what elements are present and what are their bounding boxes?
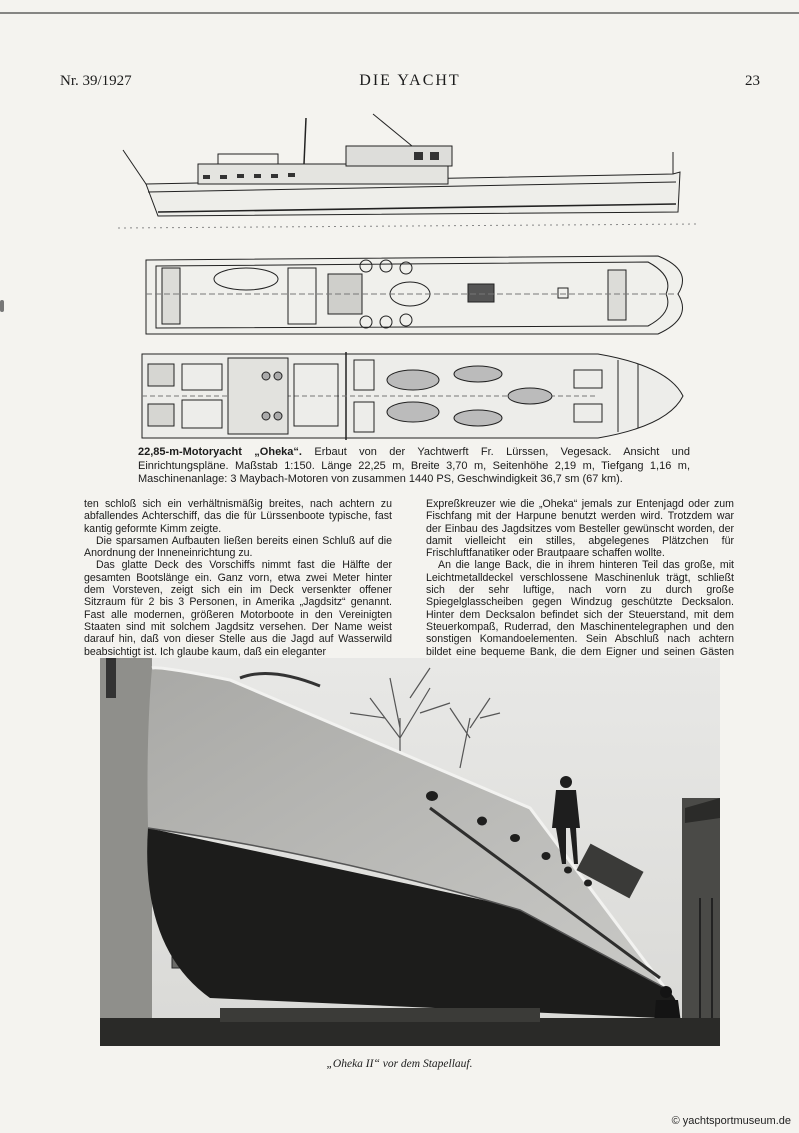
side-elevation (118, 114, 698, 228)
photo-caption: „Oheka II“ vor dem Stapellauf. (326, 1058, 473, 1070)
left-paragraph-1: ten schloß sich ein verhältnismäßig breites, nach achtern zu abfallendes Achterschiff, das die für Lürssenboote typische, fast kantig geformte Kimm zeigte. (84, 498, 392, 535)
launch-photograph (100, 658, 720, 1046)
yacht-plans-drawing (118, 108, 698, 444)
page-number: 23 (745, 73, 760, 89)
article-left-column (84, 498, 392, 658)
interior-plan (142, 352, 683, 440)
deck-plan (146, 256, 683, 334)
left-paragraph-2: Die sparsamen Aufbauten ließen bereits einen Schluß auf die Anordnung der Inneneinrichtung zu. (84, 534, 392, 560)
left-paragraph-3: Das glatte Deck des Vorschiffs nimmt fast die Hälfte der gesamten Bootslänge ein. Ganz vorn, etwa zwei Meter hinter dem Vorsteven, zeigt sich ein im Deck versenkter offener Sitzraum für 2 bis 3 Personen, in Amerika „Jagdsitz“ genannt. Fast alle modernen, größeren Motorboote in den Vereinigten Staaten sind mit solchem Jagdsitz versehen. Der Name weist darauf hin, daß von dieser Stelle aus die Jagd auf Wasserwild beabsichtigt ist. Ich glaube kaum, daß ein eleganter (84, 559, 392, 658)
article-right-column (426, 498, 734, 670)
right-paragraph-2: An die lange Back, die in ihrem hinteren Teil das große, mit Leichtmetalldeckel verschlossene Maschinenluk trägt, schließt sich der sehr luftige, nach vorn zu durch große Spiegelglasscheiben gegen Windzug geschützte Decksalon. Hinter dem Decksalon befindet sich der Steuerstand, mit dem Steuerkompaß, Ruderrad, den Maschinentelegraphen und den sonstigen Komandoelementen. Sein Abschluß nach achtern bildet eine bequeme Bank, die dem Eigner und seinen Gästen (426, 559, 734, 658)
plans-caption-text: Erbaut von der Yachtwerft Fr. Lürssen, Vegesack. Ansicht und Einrichtungspläne. Maßstab 1:150. Länge 22,25 m, Breite 3,70 m, Seitenhöhe 2,19 m, Tiefgang 1,16 m, Maschinenanlage: 3 Maybach-Motoren von zusammen 1440 PS, Geschwindigkeit 36,7 sm (67 km). (138, 446, 691, 486)
page-header (60, 73, 760, 95)
issue-number: Nr. 39/1927 (60, 73, 132, 89)
copyright-watermark: © yachtsportmuseum.de (671, 1115, 791, 1127)
right-paragraph-1: Expreßkreuzer wie die „Oheka“ jemals zur Entenjagd oder zum Fischfang mit der Harpune benutzt werden wird. Trotzdem war der Einbau des Jagdsitzes vom Besteller gewünscht worden, der damit vielleicht ein stilles, abgelegenes Plätzchen für Frischluftfanatiker oder Brautpaare schaffen wollte. (426, 498, 734, 560)
magazine-title: DIE YACHT (359, 72, 461, 89)
binding-mark (0, 300, 4, 312)
page-top-rule (0, 12, 799, 14)
plans-caption-title: 22,85-m-Motoryacht „Oheka“. (138, 446, 302, 458)
building-left (100, 658, 152, 1046)
plans-caption (138, 446, 690, 487)
